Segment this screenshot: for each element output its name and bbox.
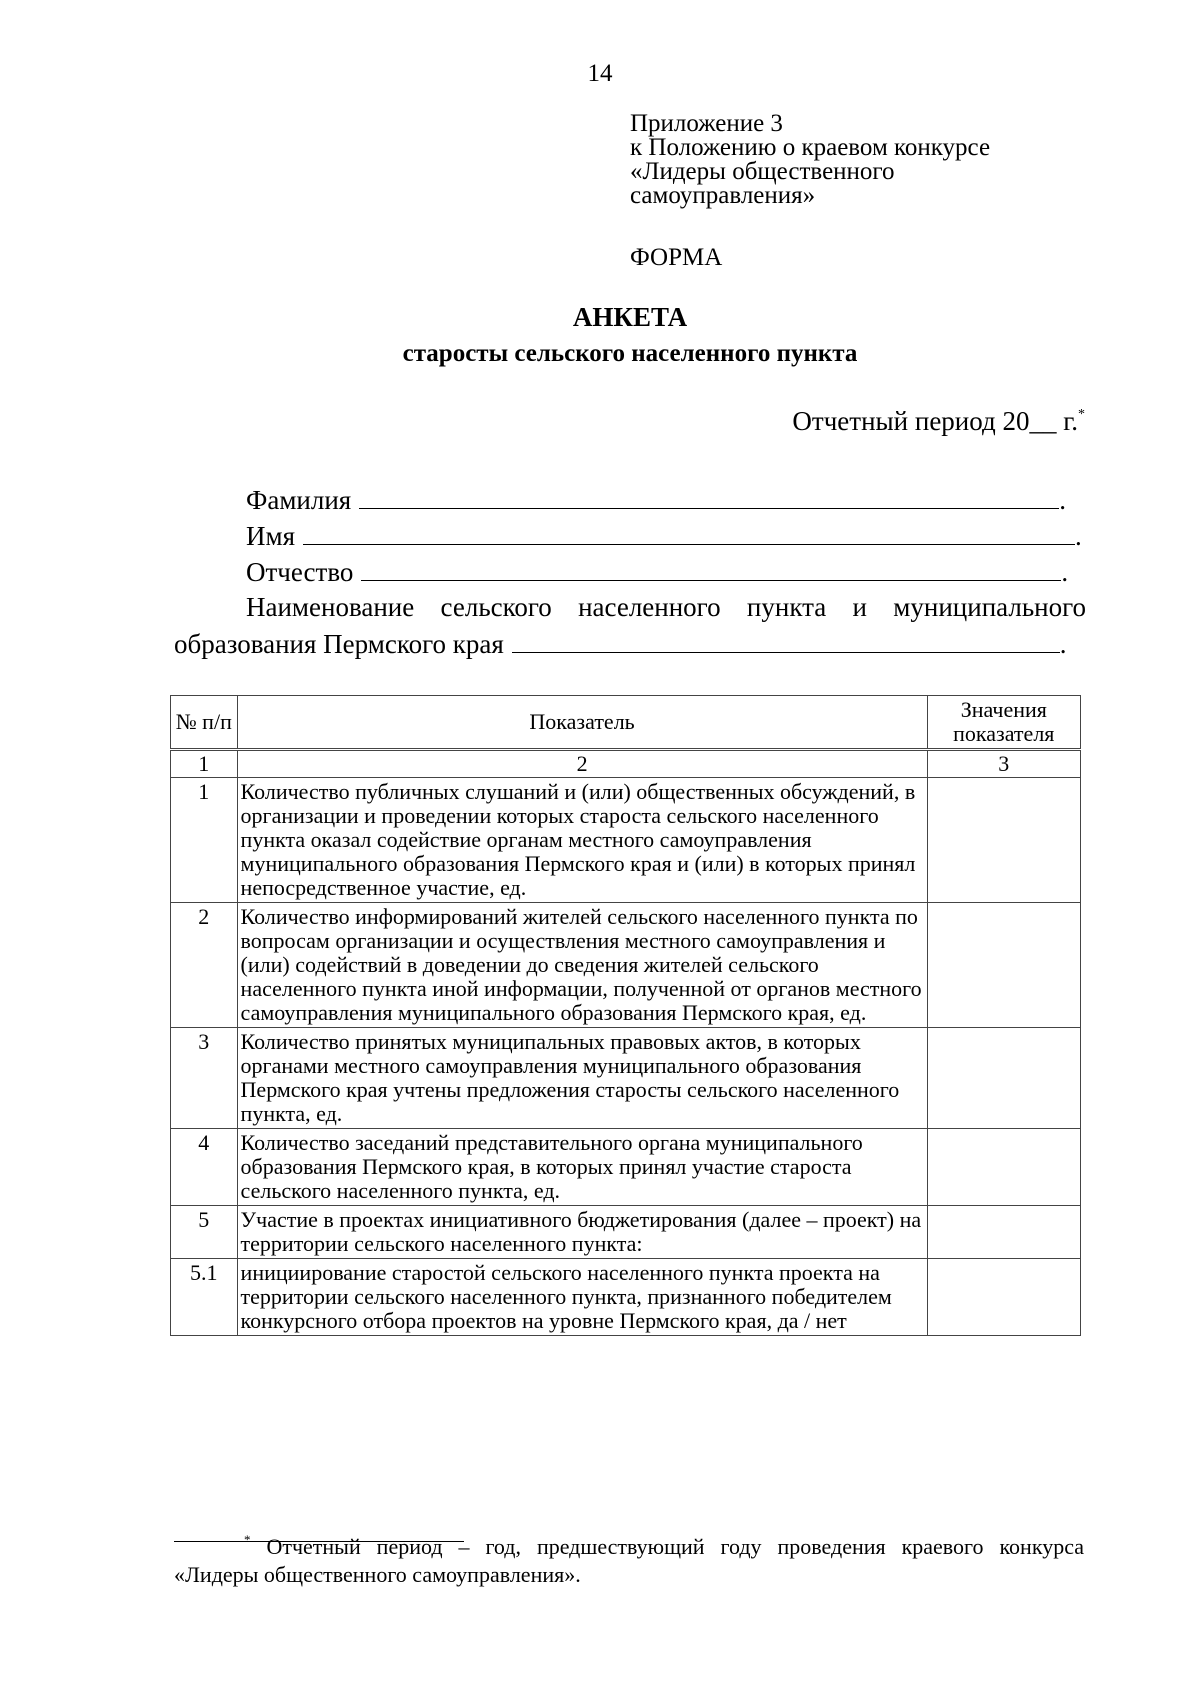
row-value-cell[interactable] <box>927 903 1080 1028</box>
settlement-blank[interactable] <box>512 628 1060 653</box>
footnote-mark: * <box>1078 407 1085 422</box>
settlement-label-line2: образования Пермского края <box>174 629 504 659</box>
row-value-cell[interactable] <box>927 1259 1080 1336</box>
header-indicator: Показатель <box>237 696 927 750</box>
name-field[interactable] <box>246 520 1082 552</box>
row-indicator: Количество информирований жителей сельского населенного пункта по вопросам организации и осуществления местного самоуправления и (или) содействий в доведении до сведения жителей сельского населенного пункта иной информации, полученной от органов местного самоуправления муниципального образования Пермского края, ед. <box>237 903 927 1028</box>
surname-blank[interactable] <box>359 484 1059 509</box>
row-num: 5.1 <box>171 1259 238 1336</box>
name-label: Имя <box>246 521 296 551</box>
column-number: 3 <box>927 750 1080 778</box>
row-indicator: инициирование старостой сельского населенного пункта проекта на территории сельского населенного пункта, признанного победителем конкурсного отбора проектов на уровне Пермского края, да / нет <box>237 1259 927 1336</box>
reporting-period-label: Отчетный период 20__ г. <box>792 406 1078 436</box>
field-terminator: . <box>1075 521 1082 551</box>
row-value-cell[interactable] <box>927 778 1080 903</box>
table-row <box>171 1206 1081 1259</box>
row-num: 4 <box>171 1129 238 1206</box>
row-num: 3 <box>171 1028 238 1129</box>
appendix-line: самоуправления» <box>630 182 816 209</box>
row-value-cell[interactable] <box>927 1129 1080 1206</box>
document-title: АНКЕТА <box>572 302 688 332</box>
document-subtitle: старосты сельского населенного пункта <box>402 340 858 367</box>
surname-label: Фамилия <box>246 485 352 515</box>
table-header-row <box>171 696 1081 750</box>
row-num: 2 <box>171 903 238 1028</box>
row-value-cell[interactable] <box>927 1028 1080 1129</box>
table-row <box>171 1129 1081 1206</box>
name-blank[interactable] <box>303 520 1075 545</box>
row-value-cell[interactable] <box>927 1206 1080 1259</box>
field-terminator: . <box>1061 557 1069 587</box>
header-num: № п/п <box>171 696 238 750</box>
row-indicator: Количество принятых муниципальных правовых актов, в которых органами местного самоуправления муниципального образования Пермского края учтены предложения старосты сельского населенного пункта, ед. <box>237 1028 927 1129</box>
settlement-field[interactable] <box>174 628 1067 660</box>
column-number: 2 <box>237 750 927 778</box>
patronymic-blank[interactable] <box>361 556 1061 581</box>
indicators-table <box>170 695 1081 1336</box>
header-value: Значения показателя <box>927 696 1080 750</box>
column-number: 1 <box>171 750 238 778</box>
page-number: 14 <box>587 60 613 87</box>
footnote-text: Отчетный период – год, предшествующий году проведения краевого конкурса <box>266 1534 1084 1559</box>
footnote-mark: * <box>244 1532 251 1547</box>
row-indicator: Участие в проектах инициативного бюджетирования (далее – проект) на территории сельского населенного пункта: <box>237 1206 927 1259</box>
table-row <box>171 1259 1081 1336</box>
appendix-line: к Положению о краевом конкурсе <box>630 134 991 161</box>
patronymic-label: Отчество <box>246 557 354 587</box>
form-label: ФОРМА <box>630 244 723 271</box>
row-num: 1 <box>171 778 238 903</box>
row-indicator: Количество заседаний представительного органа муниципального образования Пермского края, в которых принял участие староста сельского населенного пункта, ед. <box>237 1129 927 1206</box>
row-indicator: Количество публичных слушаний и (или) общественных обсуждений, в организации и проведении которых староста сельского населенного пункта оказал содействие органам местного самоуправления муниципального образования Пермского края и (или) в которых принял непосредственное участие, ед. <box>237 778 927 903</box>
table-row <box>171 903 1081 1028</box>
settlement-label-line1: Наименование сельского населенного пункта и муниципального <box>246 592 1086 622</box>
table-row <box>171 778 1081 903</box>
appendix-line: «Лидеры общественного <box>630 158 895 185</box>
field-terminator: . <box>1059 629 1067 659</box>
patronymic-field[interactable] <box>246 556 1068 588</box>
appendix-reference <box>630 112 990 208</box>
column-number-row <box>171 750 1081 778</box>
row-num: 5 <box>171 1206 238 1259</box>
table-row <box>171 1028 1081 1129</box>
footnote-line2: «Лидеры общественного самоуправления». <box>174 1562 581 1587</box>
footnote <box>174 1526 1084 1589</box>
surname-field[interactable] <box>246 484 1066 516</box>
reporting-period <box>792 406 1085 437</box>
field-terminator: . <box>1059 485 1066 515</box>
footnote-line1 <box>174 1526 1084 1561</box>
appendix-line: Приложение 3 <box>630 110 783 137</box>
